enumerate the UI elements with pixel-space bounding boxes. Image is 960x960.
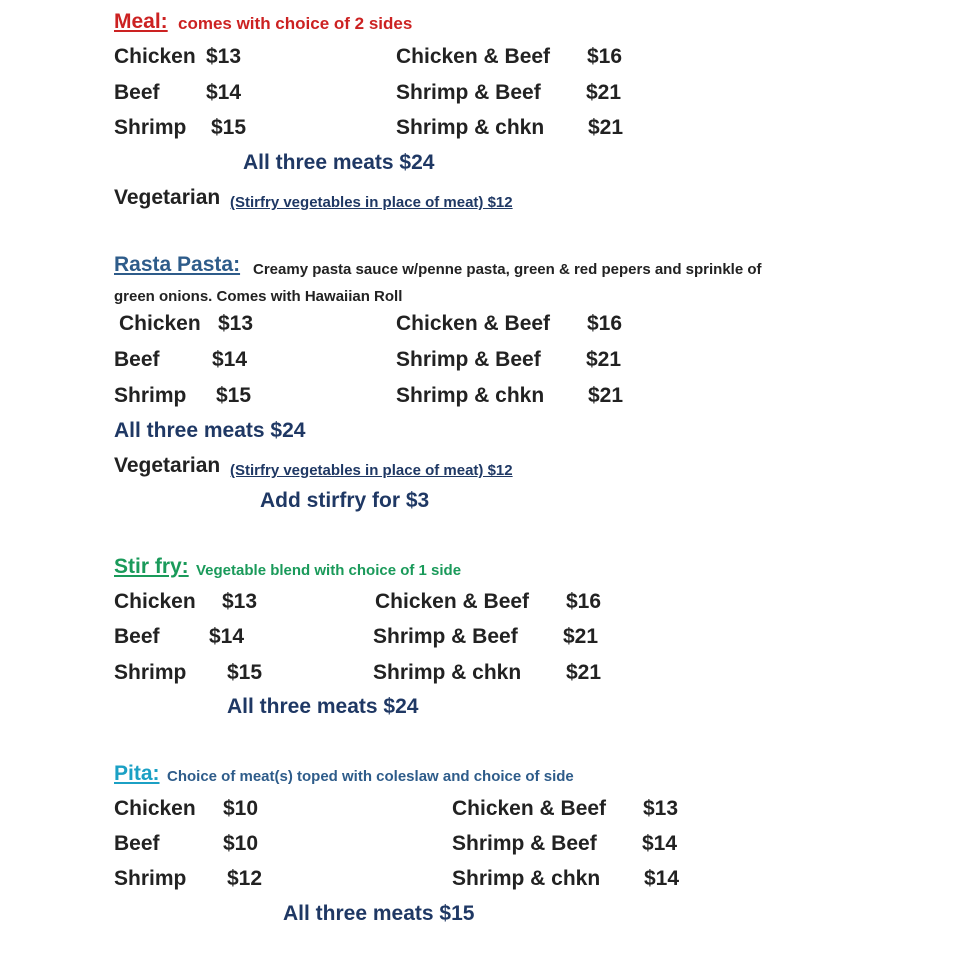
pita-chicken-label: Chicken bbox=[114, 797, 196, 820]
pita-heading: Pita: bbox=[114, 762, 160, 785]
meal-chicken-price: $13 bbox=[206, 45, 242, 68]
meal-beef-price: $14 bbox=[206, 81, 242, 104]
stirfry-beef-label: Beef bbox=[114, 625, 160, 648]
pita-shrimp-beef-price: $14 bbox=[642, 832, 678, 855]
stirfry-all-three: All three meats $24 bbox=[227, 695, 419, 718]
stirfry-shrimp-chkn-price: $21 bbox=[566, 661, 602, 684]
rasta-beef-label: Beef bbox=[114, 348, 160, 371]
rasta-chicken-beef-label: Chicken & Beef bbox=[396, 312, 551, 335]
rasta-beef-price: $14 bbox=[212, 348, 248, 371]
rasta-vegetarian-label: Vegetarian bbox=[114, 454, 221, 477]
stirfry-heading: Stir fry: bbox=[114, 555, 189, 578]
stirfry-shrimp-beef-price: $21 bbox=[563, 625, 599, 648]
pita-shrimp-chkn-price: $14 bbox=[644, 867, 680, 890]
pita-shrimp-label: Shrimp bbox=[114, 867, 187, 890]
stirfry-shrimp-chkn-label: Shrimp & chkn bbox=[373, 661, 522, 684]
meal-shrimp-chkn-price: $21 bbox=[588, 116, 624, 139]
rasta-chicken-label: Chicken bbox=[119, 312, 201, 335]
rasta-add-stirfry: Add stirfry for $3 bbox=[260, 489, 430, 512]
pita-chicken-beef-label: Chicken & Beef bbox=[452, 797, 607, 820]
stirfry-chicken-label: Chicken bbox=[114, 590, 196, 613]
meal-shrimp-chkn-label: Shrimp & chkn bbox=[396, 116, 545, 139]
meal-description: comes with choice of 2 sides bbox=[178, 14, 413, 33]
pita-chicken-price: $10 bbox=[223, 797, 259, 820]
meal-shrimp-price: $15 bbox=[211, 116, 247, 139]
rasta-chicken-beef-price: $16 bbox=[587, 312, 623, 335]
meal-shrimp-label: Shrimp bbox=[114, 116, 187, 139]
pita-shrimp-beef-label: Shrimp & Beef bbox=[452, 832, 597, 855]
meal-chicken-beef-price: $16 bbox=[587, 45, 623, 68]
stirfry-chicken-beef-label: Chicken & Beef bbox=[375, 590, 530, 613]
stirfry-shrimp-price: $15 bbox=[227, 661, 263, 684]
meal-beef-label: Beef bbox=[114, 81, 160, 104]
rasta-description-line2: green onions. Comes with Hawaiian Roll bbox=[114, 288, 403, 305]
rasta-chicken-price: $13 bbox=[218, 312, 254, 335]
stirfry-shrimp-beef-label: Shrimp & Beef bbox=[373, 625, 518, 648]
meal-vegetarian-note: (Stirfry vegetables in place of meat) $12 bbox=[230, 194, 513, 211]
pita-beef-label: Beef bbox=[114, 832, 160, 855]
pita-shrimp-chkn-label: Shrimp & chkn bbox=[452, 867, 601, 890]
rasta-shrimp-label: Shrimp bbox=[114, 384, 187, 407]
meal-chicken-beef-label: Chicken & Beef bbox=[396, 45, 551, 68]
rasta-shrimp-beef-price: $21 bbox=[586, 348, 622, 371]
rasta-vegetarian-note: (Stirfry vegetables in place of meat) $12 bbox=[230, 462, 513, 479]
meal-chicken-label: Chicken bbox=[114, 45, 196, 68]
pita-chicken-beef-price: $13 bbox=[643, 797, 679, 820]
meal-shrimp-beef-label: Shrimp & Beef bbox=[396, 81, 541, 104]
meal-shrimp-beef-price: $21 bbox=[586, 81, 622, 104]
stirfry-chicken-price: $13 bbox=[222, 590, 258, 613]
rasta-all-three: All three meats $24 bbox=[114, 419, 306, 442]
rasta-shrimp-chkn-label: Shrimp & chkn bbox=[396, 384, 545, 407]
stirfry-beef-price: $14 bbox=[209, 625, 245, 648]
stirfry-chicken-beef-price: $16 bbox=[566, 590, 602, 613]
rasta-heading: Rasta Pasta: bbox=[114, 253, 241, 276]
stirfry-description: Vegetable blend with choice of 1 side bbox=[196, 562, 462, 579]
pita-description: Choice of meat(s) toped with coleslaw and choice of side bbox=[167, 768, 574, 785]
rasta-shrimp-beef-label: Shrimp & Beef bbox=[396, 348, 541, 371]
rasta-shrimp-chkn-price: $21 bbox=[588, 384, 624, 407]
meal-heading: Meal: bbox=[114, 10, 168, 33]
meal-all-three: All three meats $24 bbox=[243, 151, 435, 174]
pita-beef-price: $10 bbox=[223, 832, 259, 855]
pita-all-three: All three meats $15 bbox=[283, 902, 475, 925]
stirfry-shrimp-label: Shrimp bbox=[114, 661, 187, 684]
rasta-shrimp-price: $15 bbox=[216, 384, 252, 407]
pita-shrimp-price: $12 bbox=[227, 867, 263, 890]
meal-vegetarian-label: Vegetarian bbox=[114, 186, 221, 209]
rasta-description-line1: Creamy pasta sauce w/penne pasta, green & red pepers and sprinkle of bbox=[253, 261, 762, 278]
